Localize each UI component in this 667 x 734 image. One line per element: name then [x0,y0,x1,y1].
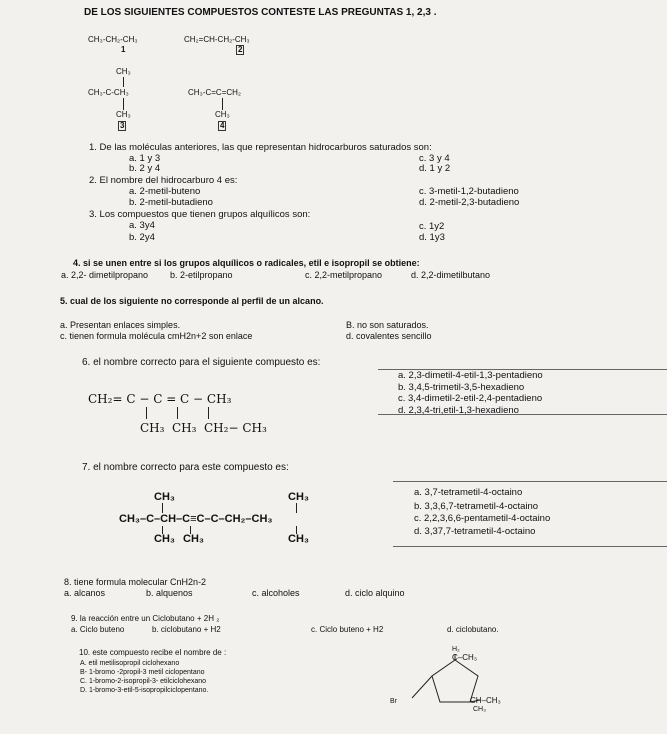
q3-option-d: d. 1y3 [419,232,445,243]
q9-option-a: a. Ciclo buteno [71,625,125,634]
molecule-3-top: CH₃ [116,67,131,76]
ring-right-substituent: CH–CH₃ [470,696,501,705]
molecule-2-label: 2 [238,45,243,54]
question-2: 2. El nombre del hidrocarburo 4 es: [89,175,238,186]
molecule-4-bottom: CH₃ [215,110,230,119]
q2-option-d: d. 2-metil-2,3-butadieno [419,197,520,208]
q7-option-c: c. 2,2,3,6,6-pentametil-4-octaino [414,513,551,524]
q7-bot-3: CH₃ [288,533,309,545]
q6-option-b: b. 3,4,5-trimetil-3,5-hexadieno [398,382,525,393]
q10-option-b: B- 1-bromo -2propil-3 metil ciclopentano [80,669,205,676]
molecule-4: CH₃-C=C=CH₂ [188,88,242,97]
q8-option-b: b. alquenos [146,588,193,598]
q4-option-c: c. 2,2-metilpropano [305,270,383,280]
molecule-1-label: 1 [121,45,126,54]
molecule-3-bottom: CH₃ [116,110,131,119]
q7-option-a: a. 3,7-tetrametil-4-octaino [414,487,523,498]
q2-option-b: b. 2-metil-butadieno [129,197,213,208]
q6-option-a: a. 2,3-dimetil-4-etil-1,3-pentadieno [398,370,543,381]
q8-option-d: d. ciclo alquino [345,588,405,598]
q3-option-b: b. 2y4 [129,232,155,243]
ring-br-label: Br [390,698,397,705]
q6-sub-3: CH₂− CH₃ [204,421,267,435]
q8-option-c: c. alcoholes [252,588,300,598]
q8-option-a: a. alcanos [64,588,106,598]
q3-option-a: a. 3y4 [129,220,155,231]
q5-option-a: a. Presentan enlaces simples. [60,320,181,330]
q7-top-2: CH₃ [288,491,309,503]
q1-option-b: b. 2 y 4 [129,163,161,174]
question-9: 9. la reacción entre un Ciclobutano + 2H ₂ [71,614,220,623]
q2-option-c: c. 3-metil-1,2-butadieno [419,186,519,197]
molecule-3-label: 3 [120,121,125,130]
q1-option-c: c. 3 y 4 [419,153,450,164]
question-5: 5. cual de los siguiente no corresponde al perfil de un alcano. [60,296,324,306]
q4-option-d: d. 2,2-dimetilbutano [411,270,491,280]
question-10: 10. este compuesto recibe el nombre de : [79,648,227,657]
q7-bot-2: CH₃ [183,533,204,545]
q6-option-c: c. 3,4-dimetil-2-etil-2,4-pentadieno [398,393,543,404]
q9-option-c: c. Ciclo buteno + H2 [311,625,384,634]
q4-option-b: b. 2-etilpropano [170,270,233,280]
question-8: 8. tiene formula molecular CnH2n-2 [64,577,207,587]
q6-option-d: d. 2,3,4-tri,etil-1,3-hexadieno [398,405,519,416]
q6-sub-2: CH₃ [172,421,197,435]
q6-sub-1: CH₃ [140,421,165,435]
q1-option-a: a. 1 y 3 [129,153,161,164]
question-1: 1. De las moléculas anteriores, las que representan hidrocarburos saturados son: [89,142,432,153]
molecule-2: CH₂=CH-CH₂-CH₃ [184,35,250,44]
q4-option-a: a. 2,2- dimetilpropano [61,270,149,280]
q7-top-1: CH₃ [154,491,175,503]
molecule-1: CH₃-CH₂-CH₃ [88,35,138,44]
molecule-3: CH₃-C-CH₃ [88,88,129,97]
q1-option-d: d. 1 y 2 [419,163,451,174]
q7-option-b: b. 3,3,6,7-tetrametil-4-octaino [414,501,539,512]
q2-option-a: a. 2-metil-buteno [129,186,201,197]
q7-formula: CH₃–C–CH–C≡C–C–CH₂–CH₃ [119,513,273,525]
q10-option-a: A. etil metilisopropil ciclohexano [80,660,180,667]
question-4: 4. si se unen entre si los grupos alquílicos o radicales, etil e isopropil se obtiene: [73,258,420,268]
q6-formula: CH₂= C − C = C − CH₃ [88,392,232,406]
question-3: 3. Los compuestos que tienen grupos alquílicos son: [89,209,311,220]
q7-bot-1: CH₃ [154,533,175,545]
q10-option-d: D. 1-bromo-3-etil-5-isopropilciclopentano. [80,687,209,694]
question-7: 7. el nombre correcto para este compuesto es: [82,462,289,473]
q3-option-c: c. 1y2 [419,221,445,232]
q5-option-d: d. covalentes sencillo [346,331,432,341]
instructions-header: DE LOS SIGUIENTES COMPUESTOS CONTESTE LAS PREGUNTAS 1, 2,3 . [84,7,437,18]
cyclopentane-ring-diagram [380,640,540,720]
q5-option-b: B. no son saturados. [346,320,429,330]
molecule-4-label: 4 [220,121,225,130]
ring-right-methyl: CH₃ [473,706,486,713]
q10-option-c: C. 1-bromo-2-isopropil-3- etilciclohexano [80,678,207,685]
q7-option-d: d. 3,37,7-tetrametil-4-octaino [414,526,536,537]
ring-h2-label: H₂ [452,646,460,653]
q9-option-d: d. ciclobutano. [447,625,499,634]
q9-option-b: b. ciclobutano + H2 [152,625,221,634]
ring-top-substituent: C–CH₃ [452,653,478,662]
question-6: 6. el nombre correcto para el siguiente compuesto es: [82,357,321,368]
q5-option-c: c. tienen formula molécula cmH2n+2 son enlace [60,331,253,341]
